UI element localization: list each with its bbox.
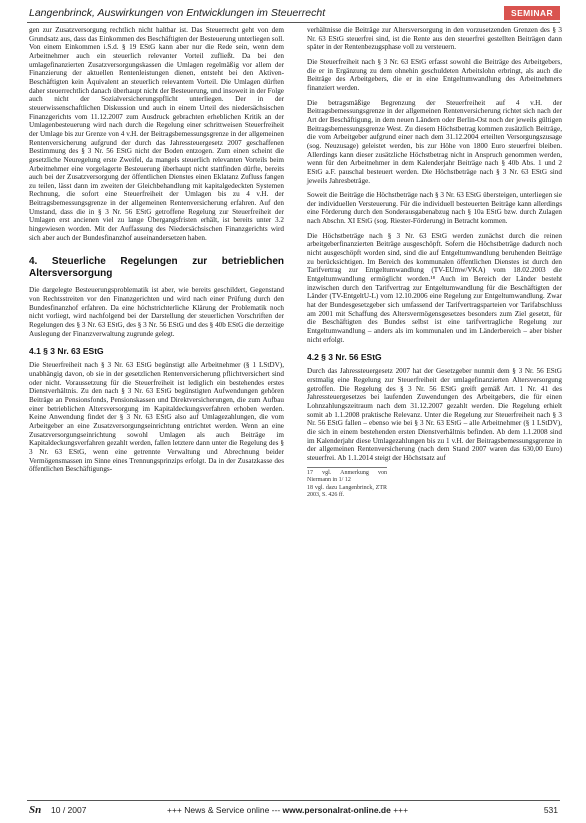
subsection-heading: 4.1 § 3 Nr. 63 EStG [29,346,104,357]
right-column [307,26,562,500]
footnote: 18 vgl. dazu Langenbrinck, ZTR 2003, S. 426 ff. [307,484,387,499]
footer-banner [167,805,408,815]
paragraph: Die betragsmäßige Begrenzung der Steuerfreiheit auf 4 v.H. der Beitragsbemessungsgrenze in der allgemeinen Rentenversicherung richtet sich nach der Art der Beschäftigung, in dem neuen Ländern oder Berlin-Ost noch der jeweils gültigen Beitragsbemessungsgrenze West. Zu diesem Höchstbetrag kommen zusätzlich Beiträge, die vom Arbeitgeber aufgrund einer nach dem 31.12.2004 erteilten Versorgungszusage (sog. Neuzusage) geleistet werden, bis zur Höhe von 1800 Euro steuerfrei bleiben. Allerdings kann dieser zusätzliche Höchstbetrag nicht in Anspruch genommen werden, wenn für den Arbeitnehmer in dem Kalenderjahr Beiträge nach § 40b Abs. 1 und 2 EStG a.F. pauschal besteuert werden. Die Höchstbeträge nach § 3 Nr. 63 EStG sind jeweils Jahresbeträge. [307,98,562,185]
section-heading: 4. Steuerliche Regelungen zur betrieblichen Altersversorgung [29,256,284,280]
paragraph: Die Höchstbeträge nach § 3 Nr. 63 EStG werden zunächst durch die reinen arbeitgeberfinanzierten Beiträge ausgeschöpft. Sofern die Höchstbeträge dadurch noch nicht ausgeschöpft worden sind, sind die auf Entgeltumwandlung beruhenden Beiträge zu berücksichtigen. Im Bereich des kommunalen öffentlichen Dienstes ist durch den Tarifvertrag zur Entgeltumwandlung (TV-EUmw/VKA) vom 18.02.2003 die Entgeltumwandlung ermöglicht worden.¹⁸ Auch im Bereich der Länder besteht inzwischen durch den Tarifvertrag zur Entgeltumwandlung für die Beschäftigten der Länder (TV-EntgeltU-L) vom 12.10.2006 eine Regelung zur Entgeltumwandlung. Zwar hat der Bundesgesetzgeber sich umfassend der Tarifvertragsparteien vor Tarifabschluss am 2001 mit Schaffung des Altersvermögensgesetzes besonders zum Ziel gesetzt, für die Beschäftigten des Bundes selbst ist eine tarifvertragliche Regelung zur Entgeltumwandlung – anders als im kommunalen und im Länderbereich – aber bisher nicht erfolgt. [307,231,562,344]
page-header [27,6,560,23]
section-badge: SEMINAR [504,6,560,20]
page-footer [27,800,560,817]
paragraph: Die dargelegte Besteuerungsproblematik ist aber, wie bereits geschildert, Gegenstand von Rechtsstreiten vor den Finanzgerichten und wird nach einer Prüfung durch den Bundesfinanzhof erfahren. Da eine höchstrichterliche Klärung der Problematik noch nicht vorliegt, wird nachfolgend bei der Darstellung der steuerlichen Vorschriften der Regelungen des § 3 Nr. 63 EStG, des § 3 Nr. 56 EStG und des § 40b EStG die derzeitige Auslegung der Finanzverwaltung zugrunde gelegt. [29,286,284,338]
magazine-logo: Sn [29,804,42,816]
paragraph: gen zur Zusatzversorgung rechtlich nicht haltbar ist. Das Steuerrecht geht von dem Grundsatz aus, dass das Einkommen des Beschäftigten der Besteuerung unterliegen soll. Von einem Einkommen i.S.d. § 19 EStG kann aber nur die Rede sein, wenn dem Arbeitnehmer auch ein steuerlich relevanter Vorteil zufließt. Da bei den umlagefinanzierten Zusatzversorgungskassen die Umlagen regelmäßig vor allem der Finanzierung der aktuellen Rentenleistungen dienen, entsteht bei den Aktiven-Beschäftigten kein Äquivalent an steuerlich relevantem Vorteil. Die Umlagen dürften daher steuerrechtlich danach überhaupt nicht der Besteuerung, und insoweit in der Folge auch nicht der Sozialversicherungspflicht unterliegen. Der in der steuerwissenschaftlichen Diskussion und auch in einem Urteil des niedersächsischen Finanzgerichts vom 11.12.2007 zum Ausdruck gebrachten erheblichen Kritik an der Umlagenbesteuerung wird nach durch die Regelung einer schrittweisen Steuerfreiheit der Umlage bis zur Grenze von 4 v.H. der Beitragsbemessungsgrenze in der allgemeinen Rentenversicherung aufgrund der durch das Jahressteuergesetz 2007 geschaffenen Bestimmung des § 3 Nr. 56 EStG nicht der Boden entzogen. Zum einen scheint die gesetzliche Neuregelung erste Zweifel, da mangels steuerlich relevanten Vorteils beim Arbeitnehmer eine vorgelagerte Besteuerung überhaupt nicht stattfinden dürfte, bereits auch bei der Zusatzversorgung der öffentlichen Dienstes einen Eklatanz Zufluss fangen zu teilen, lässt dann im zweiten der Gleichbehandlung mit kapitalgedeckten Systemen Rechnung, die sofort eine Steuerfreiheit der Umlagen bis zu 4 v.H. der Beitragsbemessungsgrenze in der allgemeinen Rentenversicherung erfahren. Auf den Umstand, dass die in § 3 Nr. 56 EStG getroffene Regelung zur Steuerfreiheit der Umlagen erst ancienen viel zu lange Übergangsfristen erhält, ist bereits unter 3.2 hingewiesen worden. Mit der Auffassung des Niedersächsischen Finanzgerichts wird sich aber auch der Bundesfinanzhof auseinandersetzen haben. [29,26,285,242]
paragraph: Soweit die Beiträge die Höchstbeträge nach § 3 Nr. 63 EStG übersteigen, unterliegen sie der individuellen Versteuerung. Für die individuell besteuerten Beiträge kann allerdings eine Förderung durch den Sonderausgabenabzug nach § 10a EStG bzw. durch Zulagen nach Abschn. XI EStG (sog. Riester-Förderung) in Betracht kommen. [307,191,562,226]
footer-suffix: +++ [390,805,409,815]
paragraph: verhältnisse die Beiträge zur Altersversorgung in den vorzusetzenden Grenzen des § 3 Nr. 63 EStG steuerfrei sind, ist die Rente aus den steuerfrei gestellten Beiträgen dann später in der Rentenbezugsphase voll zu versteuern. [307,26,562,52]
paragraph: Die Steuerfreiheit nach § 3 Nr. 63 EStG erfasst sowohl die Beiträge des Arbeitgebers, die er in Ergänzung zu dem ohnehin geschuldeten Arbeitslohn erbringt, als auch die Beiträge des Arbeitgebers, die er in eine Entgeltumwandlung des Arbeitnehmers finanziert werden. [307,57,562,92]
running-title: Langenbrinck, Auswirkungen von Entwicklungen im Steuerrecht [29,7,326,19]
footer-prefix: +++ News & Service online --- [167,805,283,815]
footnote: 17 vgl. Anmerkung von Niermann in 1/ 12 [307,469,387,484]
website-link[interactable]: www.personalrat-online.de [282,805,391,815]
footnotes [307,467,387,500]
issue-number: 10 / 2007 [51,805,87,815]
paragraph: Durch das Jahressteuergesetz 2007 hat der Gesetzgeber nunmit dem § 3 Nr. 56 EStG erstmalig eine Regelung zur Steuerfreiheit der umlagefinanzierten Altersversorgung getroffen. Die Regelung des § 3 Nr. 56 EStG greift gemäß Art. 1 Nr. 41 des Jahressteuergesetzes bei laufenden Zuwendungen des Arbeitgebers, die für einen Lohnzahlungszeitraum nach dem 31.12.2007 gezahlt werden. Die Regelung erhielt somit ab 1.1.2008 praktische Relevanz. Unter die Regelung zur Steuerfreiheit nach § 3 Nr. 56 EStG fallen – ebenso wie bei § 3 Nr. 63 EStG – alle Arbeitnehmer (§ 1 LStDV), die sich in einem bestehenden ersten Dienstverhältnis befinden. Ab dem 1.1.2008 sind im Kalenderjahr diese Umlagezahlungen bis zu 1 v.H. der Beitragsbemessungsgrenze in der allgemeinen Rentenversicherung (nach dem Stand 2007 waren das 630,00 Euro) steuerfrei. Ab 1.1.2014 steigt der Höchstsatz auf [307,367,562,462]
paragraph: Die Steuerfreiheit nach § 3 Nr. 63 EStG begünstigt alle Arbeitnehmer (§ 1 LStDV), unabhängig davon, ob sie in der gesetzlichen Rentenversicherung pflichtversichert sind oder nicht. Voraussetzung für die Steuerfreiheit ist lediglich ein bestehendes erstes Dienstverhältnis. Zu den nach § 3 Nr. 63 EStG begünstigten Aufwendungen gehören Beiträge an Pensionsfonds, Pensionskassen und Direktversicherungen, die zum Aufbau einer betrieblichen Altersversorgung im Kapitaldeckungsverfahren erhoben werden. Keine Anwendung findet der § 3 Nr. 63 EStG also auf Umlagezahlungen, die vom Arbeitgeber an eine Zusatzversorgungseinrichtung entrichtet werden. Wenn an eine Zusatzversorgungseinrichtung sowohl Umlagen als auch Beiträge im Kapitaldeckungsverfahren gezahlt werden, fallen letztere dann unter die Regelung des § 3 Nr. 63 EStG, wenn eine getrennte Verwaltung und Abrechnung beider Vermögensmassen im Sinne eines Trennungsprinzips erfolgt. Da in der Zusatzkasse des öffentlichen Beschäftigungs- [29,361,284,474]
left-column [29,26,284,478]
page-number: 531 [543,805,558,815]
subsection-heading: 4.2 § 3 Nr. 56 EStG [307,352,382,363]
